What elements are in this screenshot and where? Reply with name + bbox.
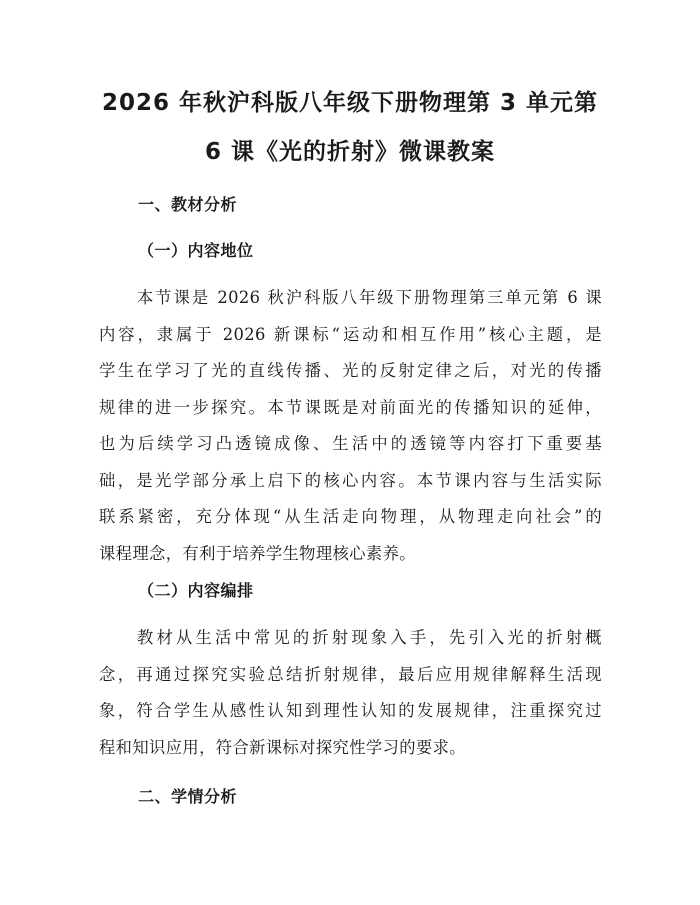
subsection-heading-content-arrangement: （二）内容编排	[138, 581, 254, 600]
subsection-heading-content-position: （一）内容地位	[138, 241, 254, 260]
paragraph-line: 象，符合学生从感性认知到理性认知的发展规律，注重探究过	[99, 701, 602, 720]
paragraph-line: 内容，隶属于 2026 新课标“运动和相互作用”核心主题，是	[99, 324, 602, 344]
paragraph-line: 程和知识应用，符合新课标对探究性学习的要求。	[99, 737, 466, 757]
paragraph-line: 念，再通过探究实验总结折射规律，最后应用规律解释生活现	[99, 664, 602, 684]
paragraph-line: 教材从生活中常见的折射现象入手，先引入光的折射概	[137, 628, 602, 647]
paragraph-line: 也为后续学习凸透镜成像、生活中的透镜等内容打下重要基	[99, 434, 602, 453]
paragraph-content-position	[99, 286, 602, 578]
paragraph-line: 本节课是 2026 秋沪科版八年级下册物理第三单元第 6 课	[137, 288, 602, 307]
section-heading-textbook-analysis: 一、教材分析	[138, 195, 238, 214]
paragraph-line: 规律的进一步探究。本节课既是对前面光的传播知识的延伸，	[99, 397, 602, 417]
document-title-line-2: 6 课《光的折射》微课教案	[204, 139, 495, 165]
paragraph-line: 联系紧密，充分体现“从生活走向物理，从物理走向社会”的	[99, 507, 602, 526]
paragraph-line: 学生在学习了光的直线传播、光的反射定律之后，对光的传播	[99, 361, 602, 380]
paragraph-content-arrangement	[99, 626, 602, 772]
paragraph-line: 课程理念，有利于培养学生物理核心素养。	[99, 543, 416, 563]
document-title-line-1: 2026 年秋沪科版八年级下册物理第 3 单元第	[101, 90, 599, 116]
paragraph-line: 础，是光学部分承上启下的核心内容。本节课内容与生活实际	[99, 470, 602, 490]
section-heading-learner-analysis: 二、学情分析	[138, 787, 238, 806]
